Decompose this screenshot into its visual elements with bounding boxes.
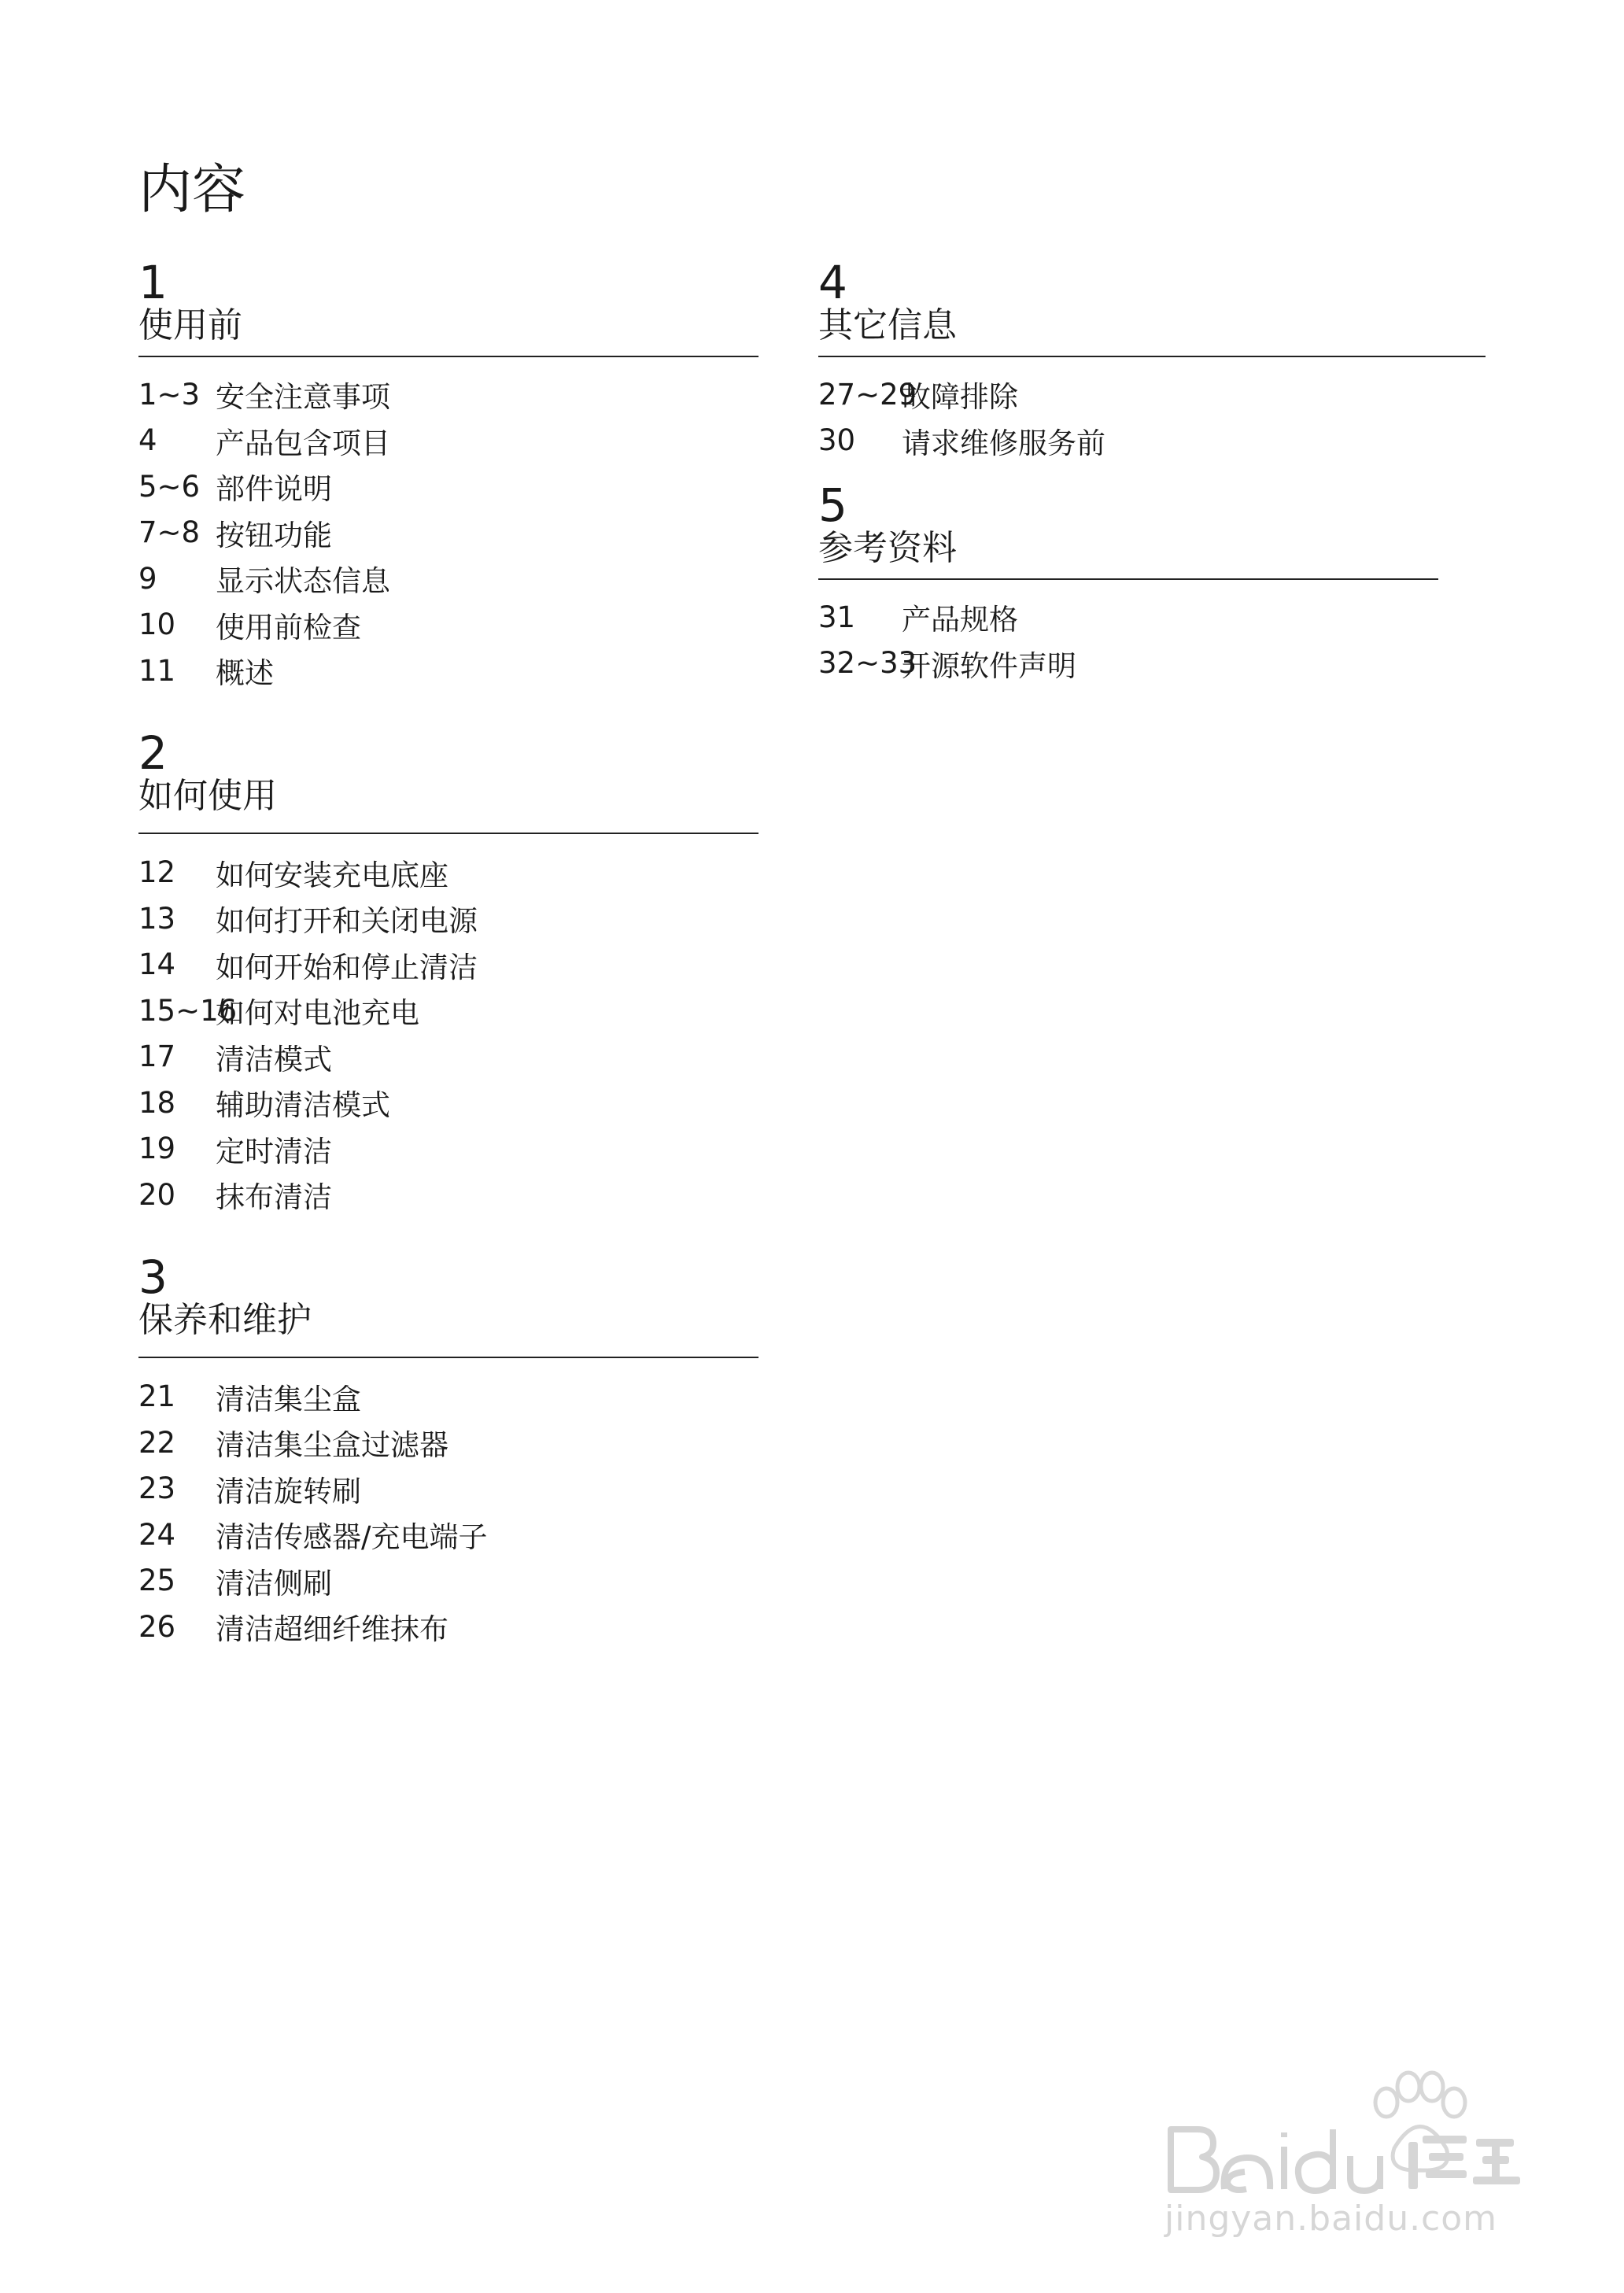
toc-entry[interactable] — [818, 641, 1486, 687]
toc-page: 30 — [818, 423, 856, 458]
toc-section-5 — [818, 478, 1486, 686]
toc-page: 7~8 — [138, 515, 201, 550]
toc-label: 抹布清洁 — [216, 1180, 332, 1215]
toc-section-1 — [138, 256, 758, 694]
toc-list — [138, 1374, 758, 1650]
toc-page: 20 — [138, 1177, 176, 1212]
toc-label: 如何打开和关闭电源 — [216, 904, 478, 939]
toc-entry[interactable] — [138, 1172, 758, 1218]
section-number: 3 — [138, 1250, 168, 1304]
toc-label: 概述 — [216, 656, 274, 691]
toc-page: 24 — [138, 1517, 176, 1552]
section-title: 如何使用 — [138, 779, 758, 834]
toc-entry[interactable] — [138, 602, 758, 648]
toc-entry[interactable] — [138, 1558, 758, 1604]
section-number: 2 — [138, 726, 168, 780]
toc-list — [818, 371, 1486, 463]
toc-entry[interactable] — [138, 1420, 758, 1466]
toc-label: 清洁集尘盒过滤器 — [216, 1428, 448, 1463]
toc-section-3 — [138, 1250, 758, 1650]
toc-page: 32~33 — [818, 646, 917, 681]
toc-label: 清洁集尘盒 — [216, 1382, 361, 1416]
toc-page: 21 — [138, 1379, 176, 1414]
watermark-url: jingyan.baidu.com — [1164, 2199, 1498, 2239]
toc-entry[interactable] — [138, 1034, 758, 1080]
toc-list — [138, 371, 758, 694]
toc-left-column — [138, 256, 758, 1650]
toc-entry[interactable] — [138, 988, 758, 1034]
toc-label: 如何安装充电底座 — [216, 858, 448, 892]
toc-page: 17 — [138, 1039, 176, 1074]
toc-entry[interactable] — [138, 1466, 758, 1512]
section-title: 使用前 — [138, 308, 758, 357]
toc-section-4 — [818, 256, 1486, 463]
toc-label: 定时清洁 — [216, 1134, 332, 1169]
toc-page: 23 — [138, 1471, 176, 1506]
toc-page: 11 — [138, 653, 176, 688]
toc-page: 5~6 — [138, 469, 201, 504]
toc-label: 安全注意事项 — [216, 380, 390, 415]
section-number: 4 — [818, 256, 847, 309]
toc-label: 清洁超细纤维抹布 — [216, 1612, 448, 1647]
toc-page: 18 — [138, 1085, 176, 1120]
toc-entry[interactable] — [138, 1374, 758, 1420]
toc-page: 22 — [138, 1425, 176, 1460]
toc-page: 9 — [138, 561, 157, 596]
toc-label: 清洁模式 — [216, 1042, 332, 1076]
toc-label: 部件说明 — [216, 472, 332, 507]
toc-label: 清洁传感器/充电端子 — [216, 1520, 488, 1555]
toc-entry[interactable] — [818, 371, 1486, 418]
toc-entry[interactable] — [138, 556, 758, 602]
section-title: 保养和维护 — [138, 1303, 758, 1358]
toc-label: 使用前检查 — [216, 610, 361, 644]
toc-page: 19 — [138, 1132, 176, 1166]
toc-list — [818, 594, 1486, 686]
toc-entry[interactable] — [138, 371, 758, 418]
toc-label: 按钮功能 — [216, 518, 332, 552]
section-number: 1 — [138, 256, 168, 309]
toc-page: 13 — [138, 901, 176, 936]
toc-label: 如何对电池充电 — [216, 996, 419, 1031]
toc-page: 27~29 — [818, 377, 917, 412]
page-title: 内容 — [138, 159, 246, 221]
toc-entry[interactable] — [138, 648, 758, 694]
section-number: 5 — [818, 478, 847, 532]
toc-label: 清洁旋转刷 — [216, 1474, 361, 1508]
toc-label: 产品包含项目 — [216, 426, 390, 460]
toc-page: 15~16 — [138, 993, 238, 1028]
toc-page: 31 — [818, 600, 856, 634]
toc-right-column — [818, 256, 1486, 686]
toc-page: 1~3 — [138, 377, 201, 412]
toc-entry[interactable] — [138, 850, 758, 896]
toc-label: 显示状态信息 — [216, 564, 390, 599]
toc-entry[interactable] — [138, 1604, 758, 1650]
toc-page: 14 — [138, 947, 176, 982]
toc-list — [138, 850, 758, 1218]
toc-label: 清洁侧刷 — [216, 1566, 332, 1601]
toc-entry[interactable] — [138, 463, 758, 510]
toc-entry[interactable] — [138, 1080, 758, 1126]
toc-label: 如何开始和停止清洁 — [216, 950, 478, 984]
toc-page: 10 — [138, 607, 176, 642]
toc-page: 12 — [138, 855, 176, 890]
baidu-jingyan-watermark — [1158, 2054, 1552, 2251]
toc-entry[interactable] — [138, 895, 758, 942]
toc-page: 26 — [138, 1609, 176, 1644]
toc-label: 辅助清洁模式 — [216, 1088, 390, 1123]
toc-page: 4 — [138, 423, 157, 458]
toc-label: 故障排除 — [902, 380, 1018, 415]
toc-page: 25 — [138, 1564, 176, 1598]
section-title: 参考资料 — [818, 531, 1438, 580]
toc-entry[interactable] — [138, 418, 758, 464]
toc-entry[interactable] — [138, 942, 758, 988]
toc-entry[interactable] — [138, 1126, 758, 1172]
baidu-paw-logo-icon — [1158, 2054, 1552, 2195]
toc-section-2 — [138, 726, 758, 1218]
toc-label: 产品规格 — [902, 603, 1018, 637]
section-title: 其它信息 — [818, 308, 1486, 357]
toc-entry[interactable] — [138, 510, 758, 556]
toc-entry[interactable] — [818, 594, 1486, 641]
toc-label: 开源软件声明 — [902, 648, 1076, 683]
toc-entry[interactable] — [138, 1512, 758, 1558]
toc-entry[interactable] — [818, 418, 1486, 464]
toc-label: 请求维修服务前 — [902, 426, 1105, 460]
